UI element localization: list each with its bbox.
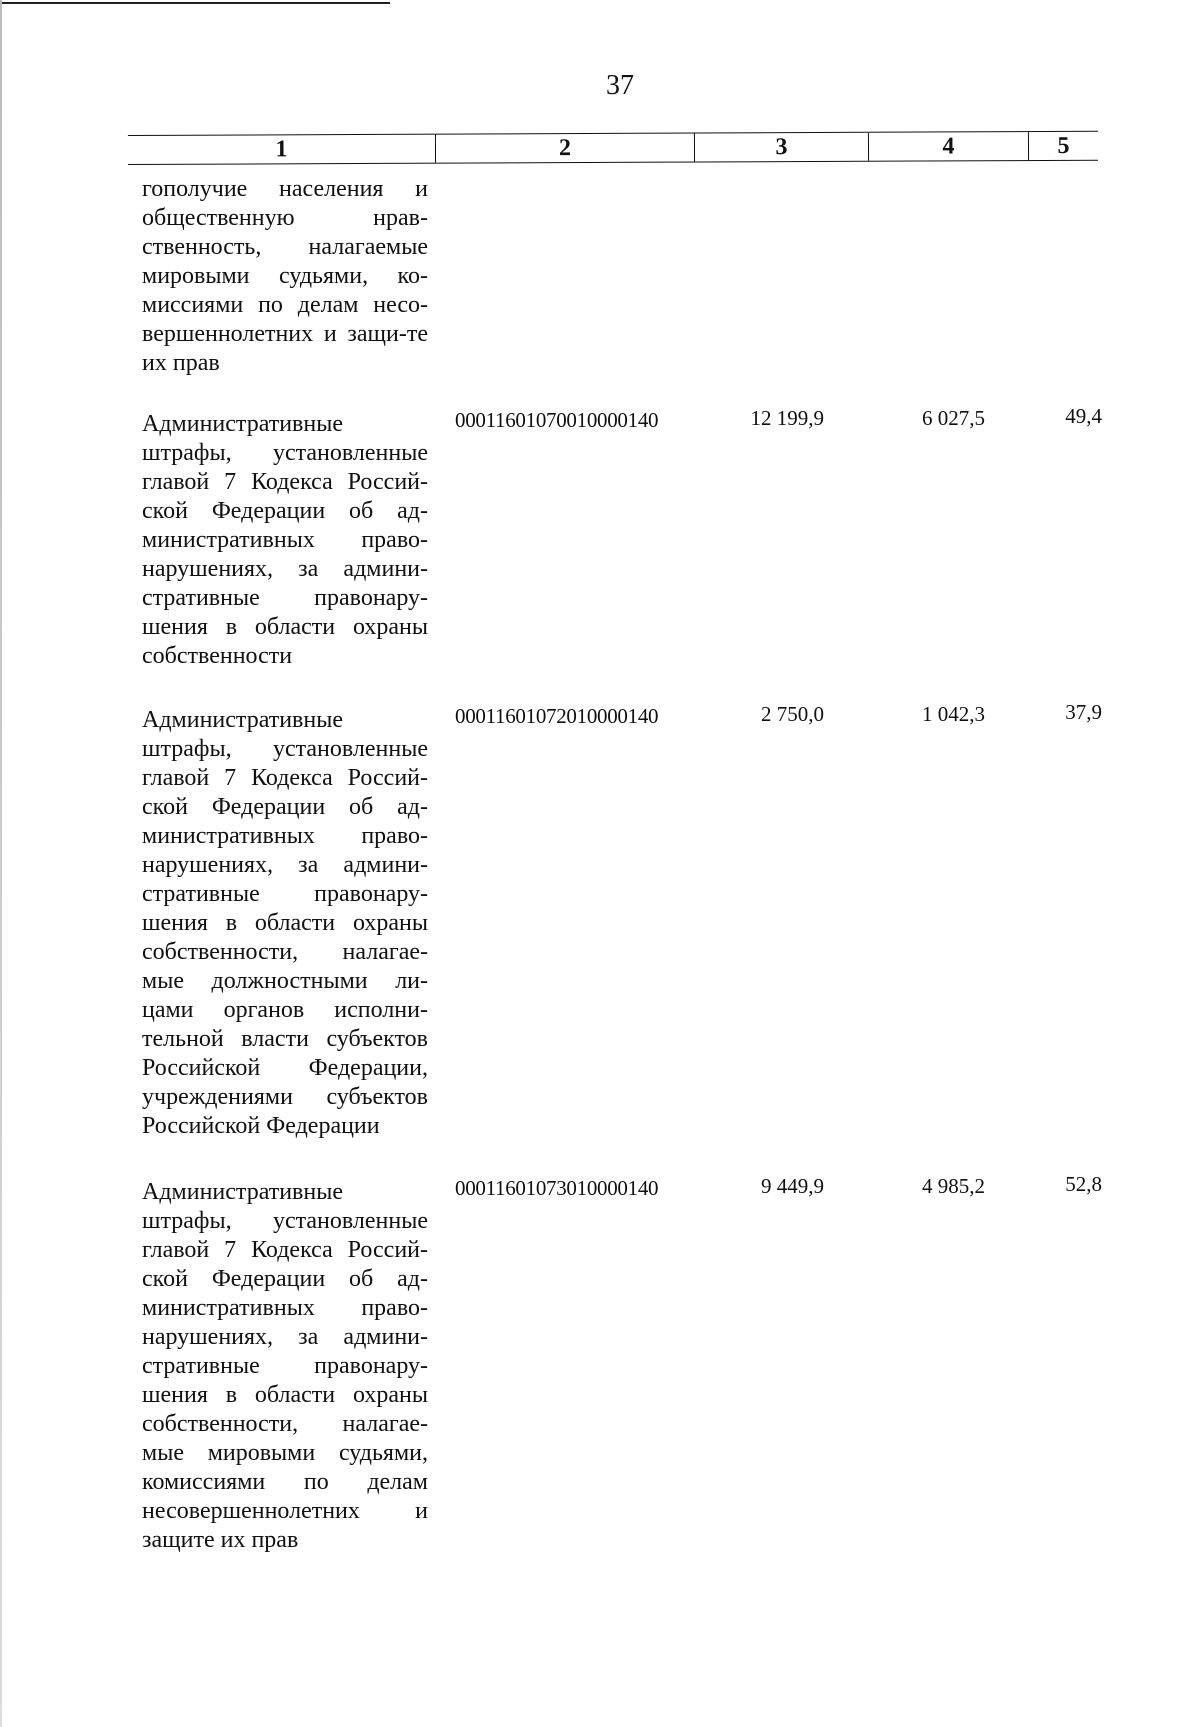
column-header-3: 3 (694, 133, 868, 162)
row-code: 00011601073010000140 (455, 1176, 659, 1200)
row-value-col4: 1 042,3 (922, 702, 985, 726)
scan-artifact-line (0, 2, 390, 4)
row-value-col3: 9 449,9 (761, 1174, 824, 1198)
column-header-5: 5 (1028, 132, 1098, 160)
page-number: 37 (606, 70, 634, 101)
table-header (128, 131, 1098, 165)
row-value-col5: 37,9 (1065, 700, 1102, 724)
column-header-1: 1 (275, 136, 288, 163)
row-code: 00011601072010000140 (455, 704, 659, 728)
row-name: Административные штрафы, установленные главой 7 Кодекса Россий-ской Федерации об ад-министративных право-нарушениях, за админи-стративные правонару-шения в области охраны собственности, налагае-мые мировыми судьями, комиссиями по делам несовершеннолетних и защите их прав (142, 1179, 428, 1553)
column-header-2: 2 (435, 134, 694, 163)
row-name: Административные штрафы, установленные главой 7 Кодекса Россий-ской Федерации об ад-министративных право-нарушениях, за админи-стративные правонару-шения в области охраны собственности, налагае-мые должностными ли-цами органов исполни-тельной власти субъектов Российской Федерации, учреждениями субъектов Российской Федерации (142, 707, 428, 1139)
row-value-col4: 6 027,5 (922, 406, 985, 430)
row-value-col4: 4 985,2 (922, 1174, 985, 1198)
column-header-4: 4 (868, 132, 1028, 161)
row-name: Административные штрафы, установленные главой 7 Кодекса Россий-ской Федерации об ад-министративных право-нарушениях, за админи-стративные правонару-шения в области охраны собственности (142, 411, 428, 669)
scan-artifact-edge (0, 0, 2, 1727)
row-value-col5: 52,8 (1065, 1172, 1102, 1196)
row-value-col3: 12 199,9 (750, 406, 824, 430)
row-name: гополучие населения и общественную нрав-ственность, налагаемые мировыми судьями, ко-миссиями по делам несо-вершеннолетних и защи-те их прав (142, 176, 428, 376)
row-value-col5: 49,4 (1065, 404, 1102, 428)
row-value-col3: 2 750,0 (761, 702, 824, 726)
row-code: 00011601070010000140 (455, 408, 659, 432)
